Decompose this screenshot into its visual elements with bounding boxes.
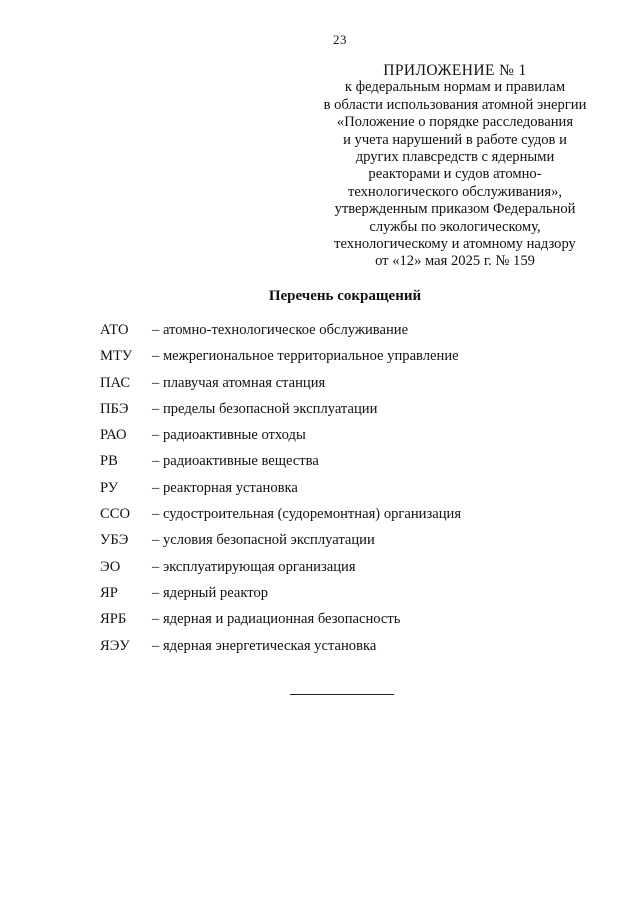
abbreviation-row [100, 506, 560, 532]
appendix-title: ПРИЛОЖЕНИЕ № 1 [383, 62, 527, 79]
abbreviation-row [100, 638, 560, 664]
abbreviation-definition: – реакторная установка [152, 479, 298, 496]
appendix-line: от «12» мая 2025 г. № 159 [375, 253, 535, 270]
appendix-line: утвержденным приказом Федеральной [334, 201, 576, 218]
abbreviation-definition: – межрегиональное территориальное управление [152, 348, 459, 365]
abbreviation-term: УБЭ [100, 532, 129, 549]
abbreviation-row [100, 559, 560, 585]
appendix-line: технологического обслуживания», [347, 183, 563, 200]
abbreviation-row [100, 401, 560, 427]
abbreviation-definition: – пределы безопасной эксплуатации [152, 400, 378, 417]
abbreviation-term: РВ [100, 453, 118, 470]
section-heading: Перечень сокращений [268, 288, 422, 304]
page-number: 23 [333, 32, 347, 47]
end-rule [290, 694, 394, 695]
appendix-line: реакторами и судов атомно- [368, 166, 542, 183]
abbreviation-term: ЯР [100, 584, 118, 601]
abbreviation-row [100, 453, 560, 479]
abbreviation-definition: – атомно-технологическое обслуживание [152, 322, 409, 338]
appendix-line: к федеральным нормам и правилам [344, 79, 566, 96]
abbreviation-term: ЯЭУ [100, 637, 130, 654]
abbreviation-row [100, 322, 560, 348]
abbreviation-list [100, 322, 560, 664]
abbreviation-term: РАО [100, 427, 127, 444]
abbreviation-row [100, 585, 560, 611]
abbreviation-term: ПБЭ [100, 400, 129, 417]
abbreviation-row [100, 348, 560, 374]
abbreviation-term: ССО [100, 506, 131, 523]
abbreviation-term: МТУ [100, 348, 133, 365]
appendix-line: «Положение о порядке расследования [336, 114, 574, 131]
appendix-line: других плавсредств с ядерными [355, 149, 555, 166]
abbreviation-definition: – ядерная энергетическая установка [152, 637, 377, 654]
appendix-line: технологическому и атомному надзору [334, 236, 576, 253]
abbreviation-row [100, 532, 560, 558]
abbreviation-term: ЭО [100, 558, 121, 575]
abbreviation-definition: – плавучая атомная станция [152, 374, 326, 391]
abbreviation-row [100, 375, 560, 401]
abbreviation-definition: – условия безопасной эксплуатации [152, 532, 375, 549]
abbreviation-definition: – радиоактивные отходы [152, 427, 306, 444]
appendix-line: в области использования атомной энергии [323, 96, 587, 113]
abbreviation-definition: – судостроительная (судоремонтная) организация [152, 506, 462, 523]
abbreviation-definition: – ядерная и радиационная безопасность [152, 611, 401, 628]
abbreviation-term: РУ [100, 479, 119, 496]
abbreviation-definition: – ядерный реактор [152, 584, 269, 601]
abbreviation-row [100, 480, 560, 506]
abbreviation-row [100, 611, 560, 637]
abbreviation-term: ЯРБ [100, 611, 127, 628]
appendix-header [300, 62, 610, 271]
abbreviation-row [100, 427, 560, 453]
abbreviation-term: ПАС [100, 374, 131, 391]
appendix-line: и учета нарушений в работе судов и [343, 131, 567, 148]
abbreviation-definition: – эксплуатирующая организация [152, 558, 356, 575]
abbreviation-term: АТО [100, 322, 129, 338]
appendix-line: службы по экологическому, [369, 218, 541, 235]
abbreviation-definition: – радиоактивные вещества [152, 453, 319, 470]
